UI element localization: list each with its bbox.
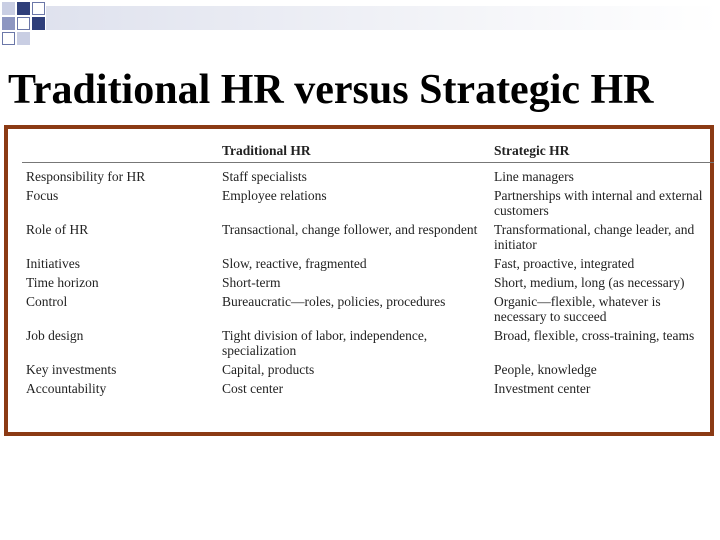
- strategic-cell: Partnerships with internal and external customers: [494, 188, 703, 218]
- table-row: [22, 218, 714, 252]
- strategic-cell: Broad, flexible, cross-training, teams: [494, 328, 695, 343]
- deco-square: [17, 17, 30, 30]
- table-row: [22, 358, 714, 377]
- strategic-cell: Investment center: [494, 381, 591, 396]
- row-label: Accountability: [26, 381, 107, 396]
- deco-square: [2, 32, 15, 45]
- deco-square: [17, 32, 30, 45]
- table-row: [22, 184, 714, 218]
- table-row: [22, 271, 714, 290]
- strategic-cell: Transformational, change leader, and initiator: [494, 222, 695, 252]
- traditional-cell: Employee relations: [222, 188, 327, 203]
- header-band: [46, 6, 720, 30]
- strategic-cell: Line managers: [494, 169, 574, 184]
- header-cell-strategic: Strategic HR: [490, 140, 714, 163]
- table-row: [22, 377, 714, 396]
- row-label: Initiatives: [26, 256, 80, 271]
- traditional-cell: Cost center: [222, 381, 284, 396]
- strategic-cell: Short, medium, long (as necessary): [494, 275, 685, 290]
- table-row: [22, 252, 714, 271]
- traditional-cell: Short-term: [222, 275, 281, 290]
- strategic-cell: Organic—flexible, whatever is necessary to succeed: [494, 294, 661, 324]
- traditional-cell: Staff specialists: [222, 169, 307, 184]
- row-label: Job design: [26, 328, 84, 343]
- traditional-cell: Transactional, change follower, and respondent: [222, 222, 478, 237]
- row-label: Time horizon: [26, 275, 99, 290]
- table-header-row: [22, 140, 714, 163]
- decorative-squares: [0, 0, 60, 44]
- deco-square: [32, 17, 45, 30]
- deco-square: [17, 2, 30, 15]
- traditional-cell: Bureaucratic—roles, policies, procedures: [222, 294, 446, 309]
- deco-square: [2, 17, 15, 30]
- table-frame: [4, 125, 714, 436]
- table-row: [22, 324, 714, 358]
- row-label: Control: [26, 294, 68, 309]
- row-label: Role of HR: [26, 222, 89, 237]
- deco-square: [2, 2, 15, 15]
- header-cell-traditional: Traditional HR: [218, 140, 490, 163]
- deco-square: [32, 2, 45, 15]
- row-label: Key investments: [26, 362, 117, 377]
- slide-title: Traditional HR versus Strategic HR: [8, 67, 654, 113]
- traditional-cell: Capital, products: [222, 362, 315, 377]
- row-label: Focus: [26, 188, 59, 203]
- strategic-cell: Fast, proactive, integrated: [494, 256, 635, 271]
- strategic-cell: People, knowledge: [494, 362, 597, 377]
- traditional-cell: Tight division of labor, independence, specialization: [222, 328, 428, 358]
- row-label: Responsibility for HR: [26, 169, 146, 184]
- table-row: [22, 290, 714, 324]
- traditional-cell: Slow, reactive, fragmented: [222, 256, 367, 271]
- header-cell-label: [22, 140, 218, 163]
- comparison-table: [22, 140, 714, 396]
- table-row: [22, 163, 714, 185]
